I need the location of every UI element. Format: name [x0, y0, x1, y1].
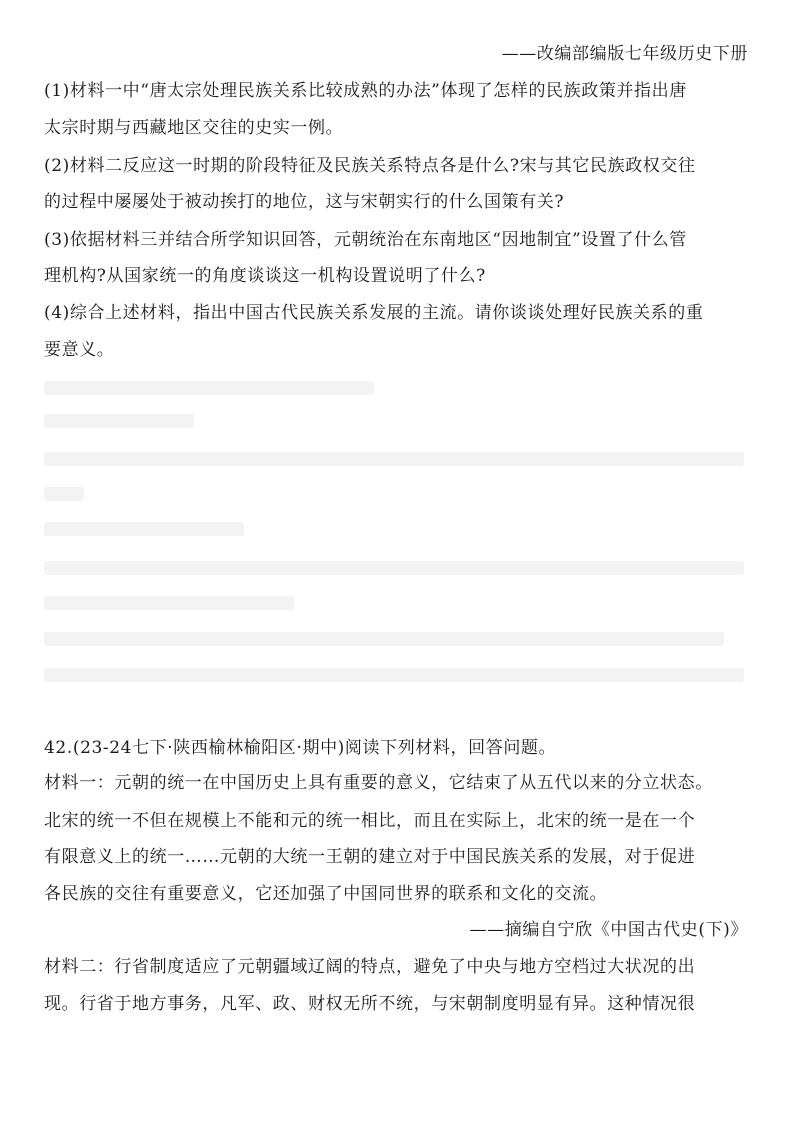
source-citation-top: ——改编部编版七年级历史下册 [501, 44, 748, 64]
erased-line [44, 414, 194, 428]
erased-line [44, 596, 294, 610]
material-1-line: 各民族的交往有重要意义，它还加强了中国同世界的联系和文化的交流。 [44, 884, 608, 904]
question-line: (3)依据材料三并结合所学知识回答，元朝统治在东南地区“因地制宜”设置了什么管 [44, 230, 687, 250]
erased-line [44, 561, 744, 575]
material-1-line: 材料一：元朝的统一在中国历史上具有重要的意义，它结束了从五代以来的分立状态。 [44, 773, 713, 793]
material-1-line: 有限意义上的统一……元朝的大统一王朝的建立对于中国民族关系的发展，对于促进 [44, 847, 696, 867]
question-line: (2)材料二反应这一时期的阶段特征及民族关系特点各是什么?宋与其它民族政权交往 [44, 156, 696, 176]
question-line: 的过程中屡屡处于被动挨打的地位，这与宋朝实行的什么国策有关? [44, 192, 565, 212]
question-line: (1)材料一中“唐太宗处理民族关系比较成熟的办法”体现了怎样的民族政策并指出唐 [44, 81, 687, 101]
question-42-header: 42.(23-24七下·陕西榆林榆阳区·期中)阅读下列材料，回答问题。 [44, 738, 557, 758]
erased-line [44, 487, 84, 501]
material-2-line: 现。行省于地方事务，凡军、政、财权无所不统，与宋朝制度明显有异。这种情况很 [44, 994, 696, 1014]
material-1-source: ——摘编自宁欣《中国古代史(下)》 [469, 920, 748, 940]
question-line: 太宗时期与西藏地区交往的史实一例。 [44, 118, 344, 138]
erased-line [44, 668, 744, 682]
erased-line [44, 632, 724, 646]
erased-line [44, 381, 374, 395]
erased-line [44, 452, 744, 466]
question-line: (4)综合上述材料，指出中国古代民族关系发展的主流。请你谈谈处理好民族关系的重 [44, 303, 704, 323]
erased-line [44, 522, 244, 536]
question-line: 要意义。 [44, 340, 115, 360]
material-1-line: 北宋的统一不但在规模上不能和元的统一相比，而且在实际上，北宋的统一是在一个 [44, 811, 696, 831]
question-line: 理机构?从国家统一的角度谈谈这一机构设置说明了什么? [44, 266, 486, 286]
material-2-line: 材料二：行省制度适应了元朝疆域辽阔的特点，避免了中央与地方空档过大状况的出 [44, 957, 696, 977]
